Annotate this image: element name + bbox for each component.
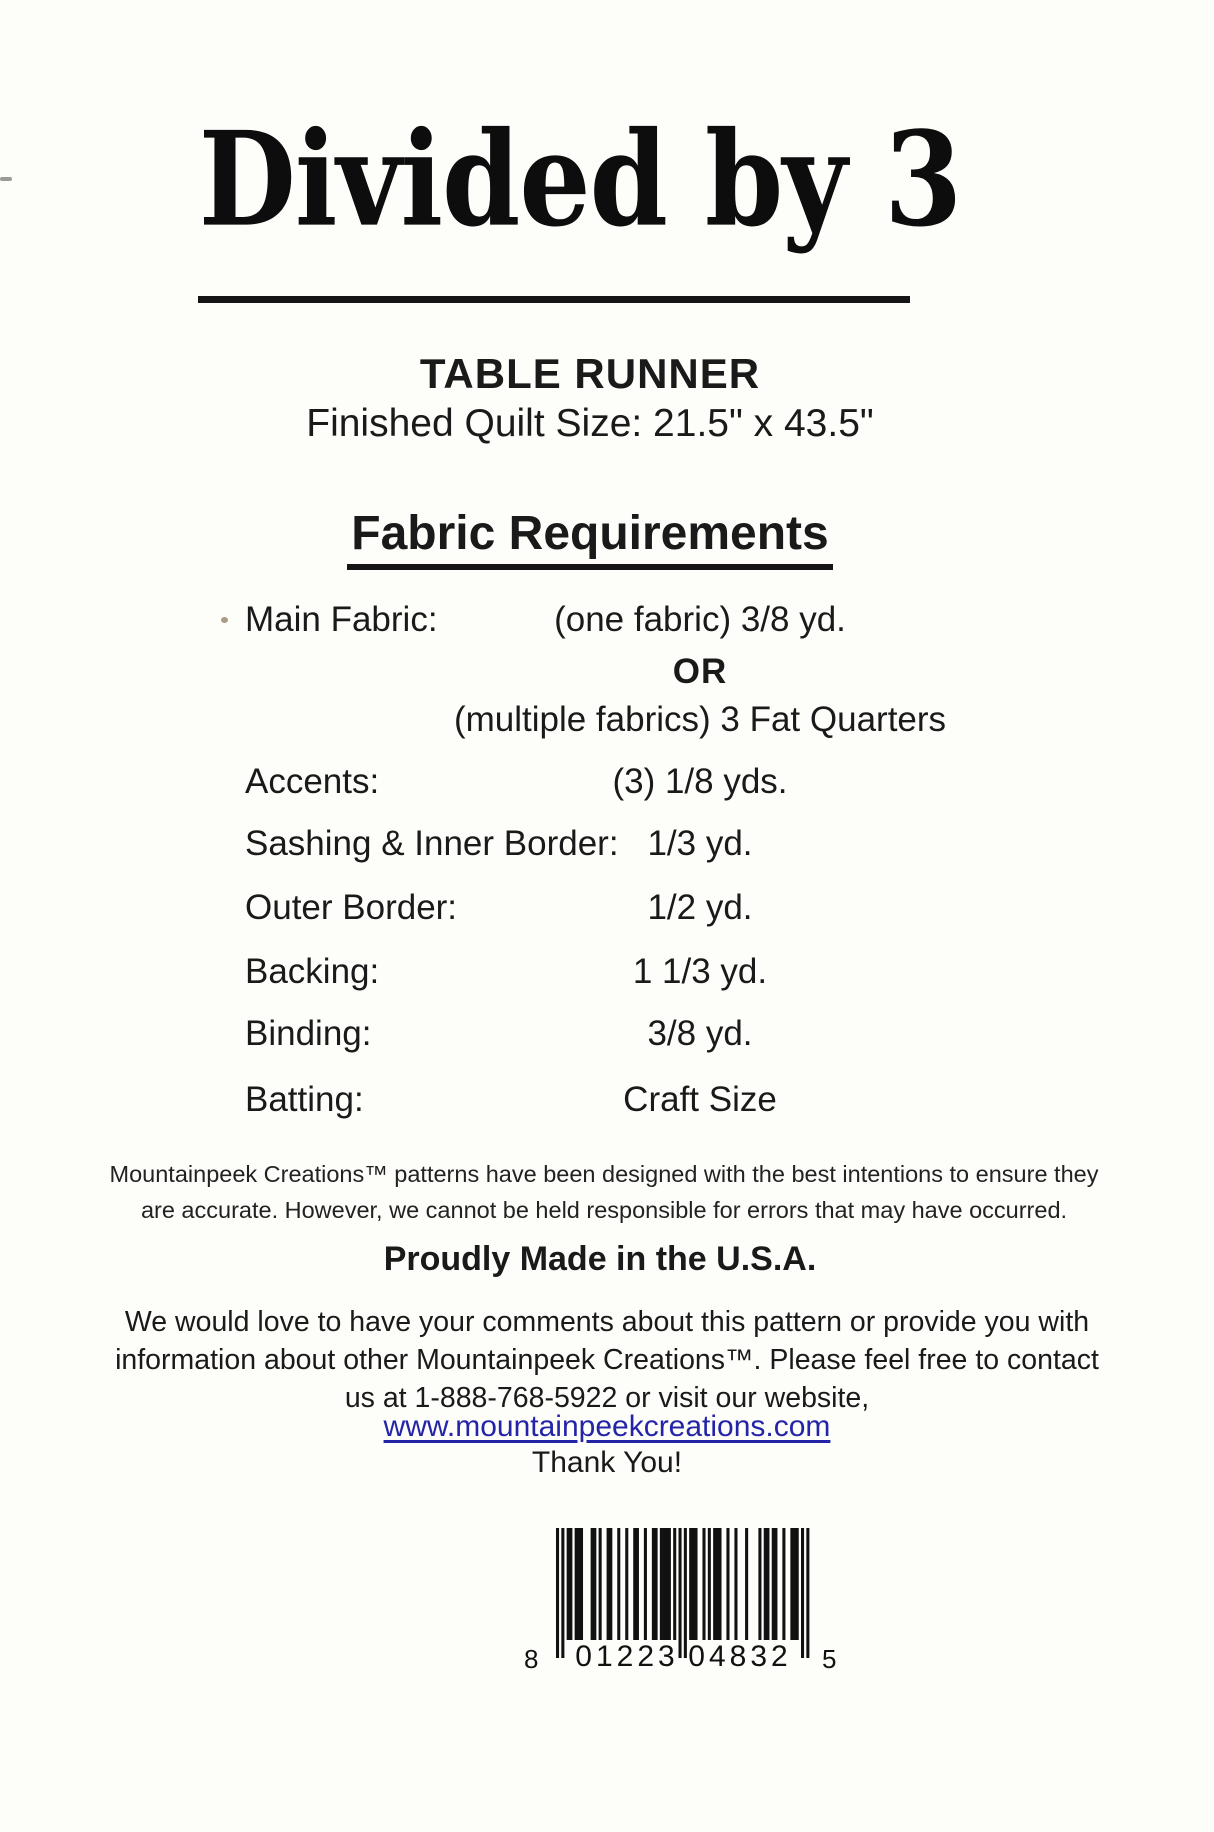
req-label: Sashing & Inner Border: [245, 824, 619, 863]
finished-quilt-size: Finished Quilt Size: 21.5" x 43.5" [306, 402, 874, 445]
contact-text: We would love to have your comments about this pattern or provide you with information about other Mountainpeek Creations™. Please feel free to contact us at 1-888-768-5922 or visit our website, [115, 1306, 1099, 1414]
req-value: (multiple fabrics) 3 Fat Quarters [453, 700, 947, 739]
req-value: OR [672, 652, 728, 691]
barcode-digit-left: 8 [524, 1644, 539, 1674]
barcode-digit-group1: 01223 [575, 1640, 679, 1673]
req-label: Accents: [245, 762, 380, 801]
req-label: Outer Border: [245, 888, 458, 927]
req-value: 1/3 yd. [647, 824, 753, 863]
title-underline [198, 296, 910, 303]
req-value: 1 1/3 yd. [632, 952, 768, 991]
req-value: Craft Size [623, 1080, 777, 1119]
website-line [0, 1410, 1214, 1444]
req-label: Binding: [245, 1014, 372, 1053]
req-label: Backing: [245, 952, 380, 991]
website-link[interactable]: www.mountainpeekcreations.com [383, 1410, 831, 1443]
fabric-requirements-table [0, 588, 1214, 1128]
req-value: 1/2 yd. [647, 888, 753, 927]
disclaimer-text: Mountainpeek Creations™ patterns have been designed with the best intentions to ensure they are accurate. However, we cannot be held responsible for errors that may have occurred. [109, 1161, 1099, 1224]
thank-you-text: Thank You! [531, 1446, 683, 1479]
req-label: Main Fabric: [245, 600, 438, 639]
req-label: Batting: [245, 1080, 364, 1119]
req-value: 3/8 yd. [647, 1014, 753, 1053]
barcode-digit-right: 5 [822, 1644, 837, 1674]
req-value: (3) 1/8 yds. [612, 762, 788, 801]
made-in-usa-text: Proudly Made in the U.S.A. [383, 1240, 817, 1278]
page-title: Divided by 3 [198, 104, 962, 256]
barcode-digit-group2: 04832 [688, 1640, 792, 1673]
fabric-requirements-heading: Fabric Requirements [347, 506, 832, 570]
req-value: (one fabric) 3/8 yd. [554, 600, 846, 639]
upc-barcode [524, 1528, 837, 1688]
product-type-heading: TABLE RUNNER [419, 350, 761, 397]
